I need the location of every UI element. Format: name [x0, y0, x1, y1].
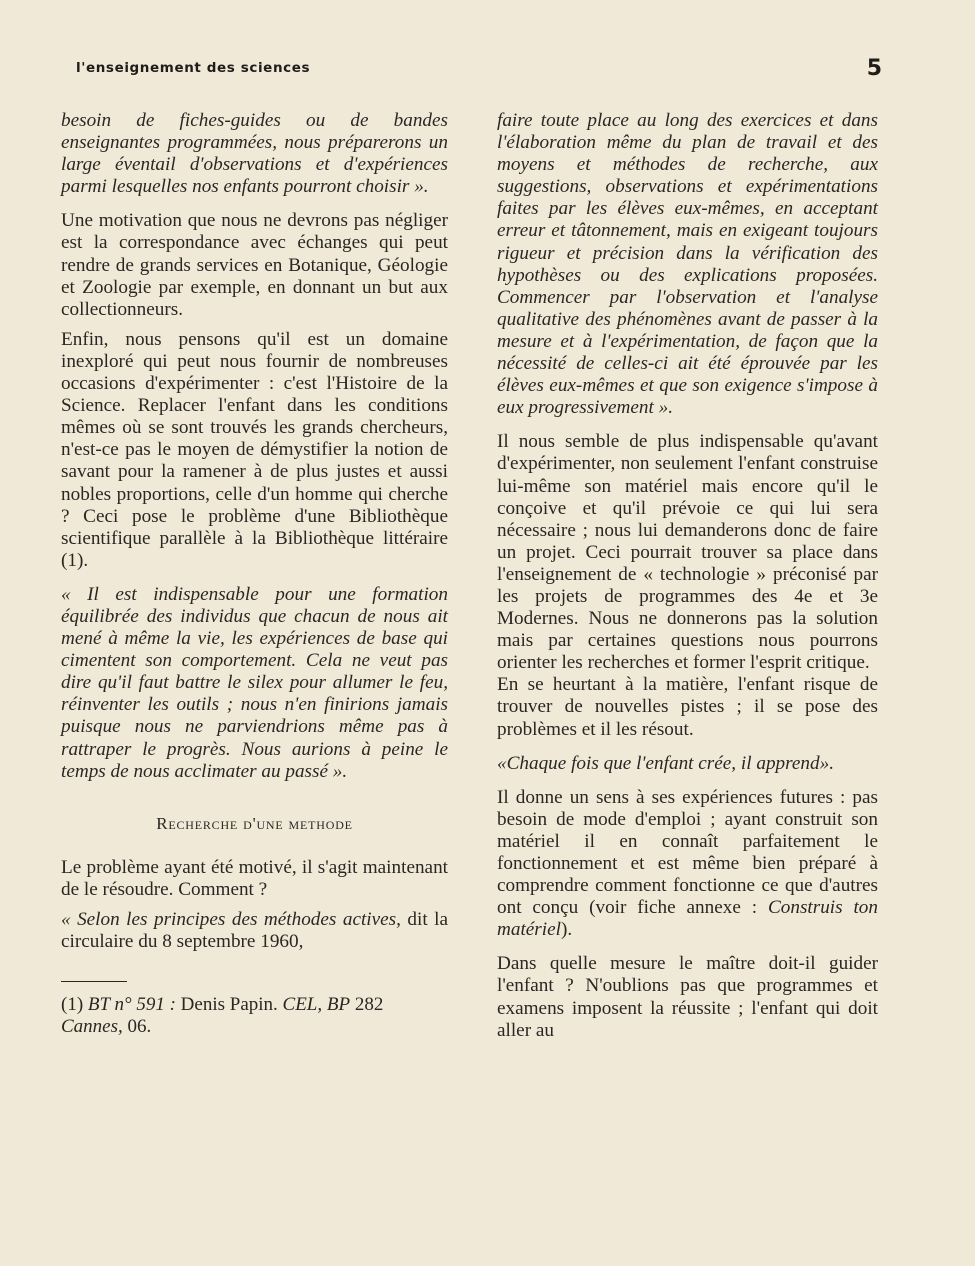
left-column [61, 110, 448, 1050]
block-quote: faire toute place au long des exercices et dans l'élaboration même du plan de travail et des moyens et méthodes de recherche, aux suggestions, observations et expérimentations faites par les élèves eux-mêmes, en acceptant erreur et tâtonnement, mais en exigeant toujours rigueur et précision dans la vérification des hypothèses ou des explications proposées. Commencer par l'observation et l'analyse qualitative des phénomènes avant de passer à la mesure et à l'expérimentation, de façon que la nécessité de celles-ci ait été éprouvée par les élèves eux-mêmes et que son exigence s'impose à eux progressivement ». [497, 110, 878, 419]
paragraph [61, 909, 448, 953]
paragraph: besoin de fiches-guides ou de bandes enseignantes programmées, nous préparerons un large éventail d'observations et d'expériences parmi lesquelles nos enfants pourront choisir ». [61, 110, 448, 198]
paragraph: Le problème ayant été motivé, il s'agit maintenant de le résoudre. Comment ? [61, 856, 448, 900]
annex-title: Construis ton matériel [497, 897, 878, 941]
footnote-ref: Cannes, [61, 1016, 123, 1038]
paragraph [497, 787, 878, 942]
footnote-number: (1) [61, 994, 84, 1016]
paragraph-text: Il donne un sens à ses expériences futures : pas besoin de mode d'emploi ; ayant construit son matériel il en connaît parfaitement le fonctionnement et est même bien préparé à comprendre comment fonctionne ce que d'autres ont conçu (voir fiche annexe : [497, 786, 878, 919]
page-number: 5 [866, 56, 882, 81]
footnote-text: 06. [127, 1016, 152, 1038]
section-title: Recherche d'une methode [156, 813, 353, 833]
page-header [76, 58, 882, 86]
footnote-ref: CEL, BP [282, 994, 351, 1016]
quote-start: « Selon les principes des méthodes actives, [61, 909, 401, 930]
block-quote: «Chaque fois que l'enfant crée, il apprend». [497, 752, 834, 774]
right-column [497, 110, 878, 1054]
footnote-text: Denis Papin. [180, 994, 278, 1016]
paragraph-text: ). [560, 919, 573, 941]
footnote-rule [61, 981, 127, 982]
paragraph: Enfin, nous pensons qu'il est un domaine inexploré qui peut nous fournir de nombreuses occasions d'expérimenter : c'est l'Histoire de la Science. Replacer l'enfant dans les conditions mêmes où se sont trouvés les grands chercheurs, n'est-ce pas le moyen de démystifier la notion de savant pour la ramener à de plus justes et aussi nobles proportions, celle d'un homme qui cherche ? Ceci pose le problème d'une Bibliothèque scientifique parallèle à la Bibliothèque littéraire (1). [61, 328, 448, 571]
footnote-text: 282 [354, 994, 384, 1016]
quote-attribution: dit la circulaire du 8 septembre 1960, [61, 909, 449, 953]
footnote [61, 994, 448, 1038]
paragraph: Une motivation que nous ne devrons pas négliger est la correspondance avec échanges qui peut rendre de grands services en Botanique, Géologie et Zoologie par exemple, en donnant un but aux collectionneurs. [61, 210, 448, 320]
paragraph: Il nous semble de plus indispensable qu'avant d'expérimenter, non seulement l'enfant construise lui-même son matériel mais encore qu'il le conçoive et qu'il prévoie ce qui lui sera nécessaire ; nous lui demanderons donc de faire un projet. Ceci pourrait trouver sa place dans l'enseignement de « technologie » préconisé par les projets de programmes des 4e et 3e Modernes. Nous ne donnerons pas la solution mais par certaines questions nous pourrons orienter les recherches et former l'esprit critique. [497, 431, 878, 674]
paragraph: Dans quelle mesure le maître doit-il guider l'enfant ? N'oublions pas que programmes et examens imposent la réussite ; l'enfant qui doit aller au [497, 953, 878, 1041]
block-quote: « Il est indispensable pour une formation équilibrée des individus que chacun de nous ait mené à même la vie, les expériences de base qui cimentent son comportement. Cela ne veut pas dire qu'il faut battre le silex pour allumer le feu, réinventer les outils ; nous n'en finirions jamais puisque nous ne parviendrions même pas à rattraper le progrès. Nous aurions à peine le temps de nous acclimater au passé ». [61, 583, 448, 782]
footnote-ref: BT n° 591 : [87, 994, 176, 1016]
running-title: l'enseignement des sciences [76, 60, 311, 76]
paragraph: En se heurtant à la matière, l'enfant risque de trouver de nouvelles pistes ; il se pose des problèmes et il les résout. [497, 674, 878, 740]
